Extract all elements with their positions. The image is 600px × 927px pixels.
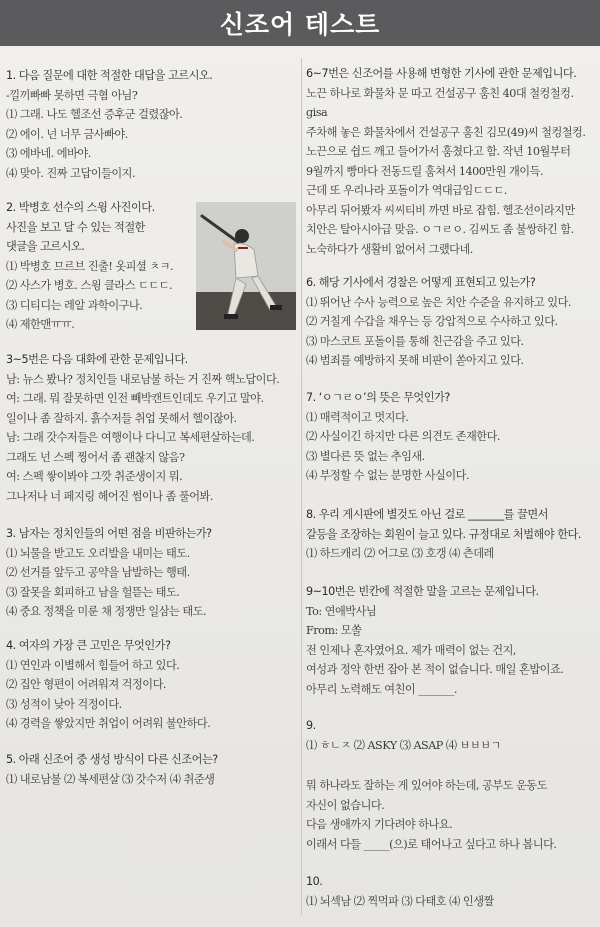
- question-title: 9.: [306, 719, 316, 732]
- question-title: 10.: [306, 875, 323, 888]
- option-3: ⑶ 마스코트 포돌이를 통해 친근감을 주고 있다.: [306, 334, 524, 348]
- option-4: ⑷ 부정할 수 없는 분명한 사실이다.: [306, 469, 470, 482]
- option-2: ⑵ 거칠게 수갑을 채우는 등 강압적으로 수사하고 있다.: [306, 315, 558, 328]
- article-line: gisa: [306, 106, 328, 119]
- article-line: 노끈 하나로 화물차 문 따고 건설공구 훔친 40대 철컹철컹.: [306, 86, 574, 100]
- question-8: [306, 505, 581, 564]
- option-3: ⑶ 별다른 뜻 없는 추임새.: [306, 449, 425, 463]
- dialog-line: 일이나 좀 잘하지. 흙수저들 취업 못해서 헬이잖아.: [6, 411, 237, 425]
- options-row: ⑴ 내로남불 ⑵ 복세편살 ⑶ 갓수저 ⑷ 취준생: [6, 772, 215, 786]
- article-line: 노숙하다가 생활비 없어서 그랬다네.: [306, 242, 473, 256]
- option-1: ⑴ 매력적이고 멋지다.: [306, 410, 409, 424]
- text-line: 이래서 다들 _____(으)로 태어나고 싶다고 하나 봅니다.: [306, 837, 557, 851]
- text-passage: [306, 776, 556, 854]
- dialog-line: 그나저나 너 페지링 헤어진 썸이나 좀 풀어봐.: [6, 489, 213, 503]
- article-line: 9월까지 빵마다 전동드릴 훔쳐서 1400만원 개이득.: [306, 164, 543, 178]
- text-line: 다음 생애까지 기다려야 하나요.: [306, 818, 453, 831]
- question-3: [6, 524, 212, 622]
- question-prompt: -낄끼빠빠 못하면 극혐 아님?: [6, 88, 138, 102]
- option-2: ⑵ 에이. 넌 너무 금사빠야.: [6, 127, 128, 141]
- letter-line: From: 모쏠: [306, 624, 362, 637]
- option-2: ⑵ 집안 형편이 어려워져 걱정이다.: [6, 678, 166, 691]
- option-2: ⑵ 사스가 병호. 스윙 클라스 ㄷㄷㄷ.: [6, 279, 173, 292]
- question-10: [306, 872, 494, 911]
- column-divider: [301, 58, 302, 915]
- dialog-passage: [6, 350, 279, 506]
- article-line: 노끈으로 쉽드 깨고 들어가서 훔쳤다고 함. 작년 10월부터: [306, 145, 571, 158]
- letter-passage: [306, 582, 563, 699]
- options-row: ⑴ ㅎㄴㅈ ⑵ ASKY ⑶ ASAP ⑷ ㅂㅂㅂㄱ: [306, 738, 501, 752]
- letter-line: 아무리 노력해도 여친이 _______.: [306, 682, 457, 696]
- test-sheet: [0, 46, 600, 927]
- letter-line: 전 인제나 혼자였어요. 제가 매력이 없는 건지,: [306, 643, 516, 657]
- option-1: ⑴ 연인과 이별해서 힘들어 하고 있다.: [6, 658, 180, 672]
- option-4: ⑷ 범죄를 예방하지 못해 비판이 쏟아지고 있다.: [306, 354, 524, 367]
- question-title: 2. 박병호 선수의 스윙 사진이다.: [6, 201, 155, 214]
- question-title-line-2: 사진을 보고 달 수 있는 적절한: [6, 220, 145, 234]
- question-title: 5. 아래 신조어 중 생성 방식이 다른 신조어는?: [6, 753, 218, 766]
- question-7: [306, 388, 500, 486]
- option-4: ⑷ 맞아. 진짜 고답이들이지.: [6, 166, 136, 180]
- batter-swing-illustration: [196, 202, 296, 330]
- article-line: 치안은 탈아시아급 맞음. ㅇㄱㄹㅇ. 김씨도 좀 불쌍하긴 함.: [306, 223, 574, 236]
- options-row: ⑴ 하드캐리 ⑵ 어그로 ⑶ 호갱 ⑷ 츤데레: [306, 547, 494, 560]
- question-title: 1. 다음 질문에 대한 적절한 대답을 고르시오.: [6, 69, 213, 82]
- passage-title: 6~7번은 신조어를 사용해 변형한 기사에 관한 문제입니다.: [306, 67, 577, 80]
- option-4: ⑷ 중요 정책을 미룬 채 정쟁만 일삼는 태도.: [6, 605, 207, 618]
- option-3: ⑶ 잘못을 회피하고 남을 헐뜯는 태도.: [6, 585, 180, 599]
- option-4: ⑷ 제한맨ㅠㅠ.: [6, 318, 75, 331]
- option-1: ⑴ 뇌물을 받고도 오리발을 내미는 태도.: [6, 546, 190, 560]
- batter-swing-photo: [196, 202, 296, 330]
- dialog-line: 남: 그래 갓수저들은 여행이나 다니고 복세편살하는데.: [6, 431, 255, 444]
- question-title-line-3: 댓글을 고르시오.: [6, 240, 85, 253]
- article-passage: [306, 64, 585, 259]
- option-4: ⑷ 경력을 쌓았지만 취업이 어려워 불안하다.: [6, 717, 211, 730]
- option-1: ⑴ 박병호 므르브 진출! 옷피셜 ㅊㅋ.: [6, 259, 174, 273]
- question-6: [306, 273, 571, 371]
- question-title: 7. ‘ㅇㄱㄹㅇ’의 뜻은 무엇인가?: [306, 391, 450, 404]
- option-2: ⑵ 선거를 앞두고 공약을 남발하는 행태.: [6, 566, 190, 579]
- passage-title: 3~5번은 다음 대화에 관한 문제입니다.: [6, 353, 188, 366]
- question-4: [6, 636, 210, 734]
- letter-line: To: 연애박사님: [306, 604, 377, 618]
- question-title: 4. 여자의 가장 큰 고민은 무엇인가?: [6, 639, 171, 652]
- text-line: 자신이 없습니다.: [306, 798, 385, 812]
- letter-line: 여성과 정악 한번 잡아 본 적이 없습니다. 매일 혼밥이죠.: [306, 663, 564, 676]
- option-3: ⑶ 디티디는 레알 과학이구나.: [6, 298, 143, 312]
- page-title: 신조어 테스트: [219, 10, 381, 39]
- question-2: [6, 198, 196, 335]
- question-5: [6, 750, 218, 789]
- passage-title: 9~10번은 빈칸에 적절한 말을 고르는 문제입니다.: [306, 585, 539, 598]
- dialog-line: 여: 스펙 쌓이봐야 그깟 취준생이지 뭐.: [6, 470, 183, 483]
- dialog-line: 여: 그래. 뭐 잘못하면 인전 빼박캔트인데도 우기고 말야.: [6, 392, 264, 405]
- question-9: [306, 716, 501, 755]
- text-line: 뭐 하나라도 잘하는 게 있어야 하는데, 공부도 운동도: [306, 779, 547, 792]
- title-banner: [0, 0, 600, 46]
- question-title-line-2: 갈등을 조장하는 회원이 늘고 있다. 규정대로 처벌해야 한다.: [306, 527, 581, 541]
- option-2: ⑵ 사실이긴 하지만 다른 의견도 존재한다.: [306, 430, 500, 443]
- article-line: 아무리 뒤어봤자 씨씨티비 까면 바로 잡힘. 헬조선이라지만: [306, 203, 575, 217]
- article-line: 주차해 놓은 화물차에서 건설공구 훔친 김모(49)씨 철컹철컹.: [306, 125, 586, 139]
- option-3: ⑶ 에바네. 에바야.: [6, 147, 91, 160]
- dialog-line: 남: 뉴스 봤나? 정치인들 내로남불 하는 거 진짜 핵노답이다.: [6, 372, 280, 386]
- question-1: [6, 66, 212, 183]
- option-3: ⑶ 성적이 낮아 걱정이다.: [6, 697, 122, 711]
- option-1: ⑴ 그래. 나도 헬조선 증후군 걸렸잖아.: [6, 108, 183, 121]
- question-title: 3. 남자는 정치인들의 어떤 점을 비판하는가?: [6, 527, 212, 540]
- article-line: 근데 또 우리나라 포돌이가 역대급임ㄷㄷㄷ.: [306, 184, 507, 197]
- question-title: 6. 해당 기사에서 경찰은 어떻게 표현되고 있는가?: [306, 276, 536, 289]
- question-title: 8. 우리 게시판에 별것도 아닌 걸로 _______를 끌면서: [306, 508, 548, 521]
- option-1: ⑴ 뛰어난 수사 능력으로 높은 치안 수준을 유지하고 있다.: [306, 295, 571, 309]
- options-row: ⑴ 뇌섹남 ⑵ 찍먹파 ⑶ 다태호 ⑷ 인생짤: [306, 894, 494, 908]
- dialog-line: 그래도 넌 스펙 찡어서 좀 괜찮지 않음?: [6, 450, 185, 464]
